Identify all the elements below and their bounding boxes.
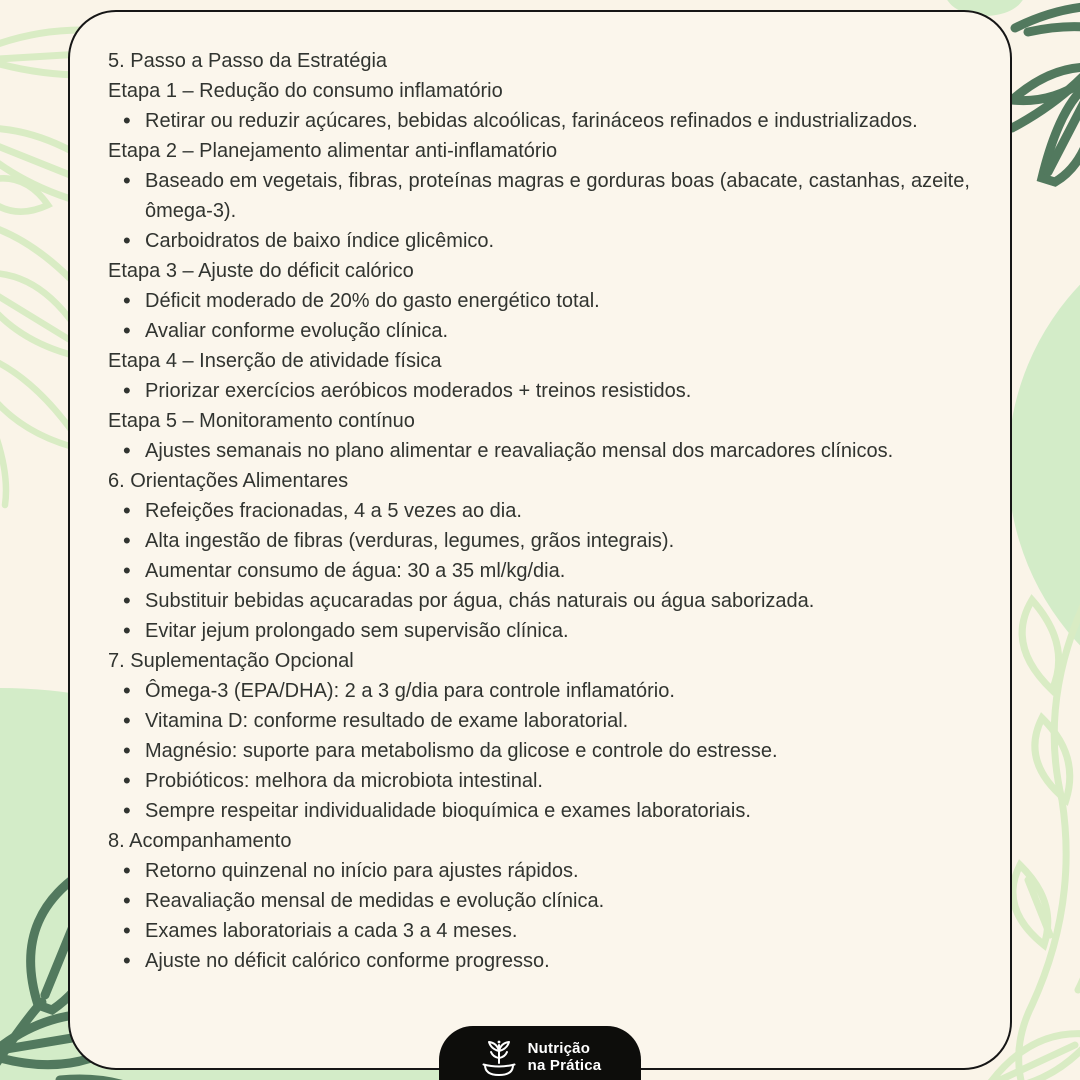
section-heading: 5. Passo a Passo da Estratégia <box>108 50 388 72</box>
section-list <box>108 376 980 406</box>
list-item: • Vitamina D: conforme resultado de exame laboratorial. <box>108 706 980 736</box>
list-item: • Aumentar consumo de água: 30 a 35 ml/kg/dia. <box>108 556 980 586</box>
section-heading: Etapa 4 – Inserção de atividade física <box>108 350 442 372</box>
document-section <box>108 76 980 136</box>
section-heading: Etapa 1 – Redução do consumo inflamatório <box>108 80 503 102</box>
section-list <box>108 496 980 646</box>
dark-leaves-top-right <box>1012 6 1080 182</box>
list-item: • Ajustes semanais no plano alimentar e reavaliação mensal dos marcadores clínicos. <box>108 436 980 466</box>
list-item: • Exames laboratoriais a cada 3 a 4 meses. <box>108 916 980 946</box>
list-item: • Magnésio: suporte para metabolismo da glicose e controle do estresse. <box>108 736 980 766</box>
brand-name-line2: na Prática <box>527 1057 602 1074</box>
list-item: • Sempre respeitar individualidade bioquímica e exames laboratoriais. <box>108 796 980 826</box>
section-heading: 6. Orientações Alimentares <box>108 470 349 492</box>
list-item: • Substituir bebidas açucaradas por água, chás naturais ou água saborizada. <box>108 586 980 616</box>
list-item: • Avaliar conforme evolução clínica. <box>108 316 980 346</box>
document-section <box>108 256 980 346</box>
document-body <box>108 46 980 976</box>
list-item: • Refeições fracionadas, 4 a 5 vezes ao dia. <box>108 496 980 526</box>
content-card <box>68 10 1012 1070</box>
list-item: • Carboidratos de baixo índice glicêmico. <box>108 226 980 256</box>
document-section <box>108 466 980 646</box>
list-item: • Alta ingestão de fibras (verduras, legumes, grãos integrais). <box>108 526 980 556</box>
section-list <box>108 286 980 346</box>
section-list <box>108 106 980 136</box>
document-section <box>108 46 980 76</box>
list-item: • Reavaliação mensal de medidas e evolução clínica. <box>108 886 980 916</box>
section-list <box>108 436 980 466</box>
document-section <box>108 406 980 466</box>
list-item: • Déficit moderado de 20% do gasto energético total. <box>108 286 980 316</box>
section-heading: Etapa 2 – Planejamento alimentar anti-inflamatório <box>108 140 558 162</box>
section-list <box>108 166 980 256</box>
brand-logo <box>439 1026 641 1080</box>
section-heading: Etapa 5 – Monitoramento contínuo <box>108 410 415 432</box>
bowl-sprout-icon <box>479 1037 519 1080</box>
list-item: • Retirar ou reduzir açúcares, bebidas alcoólicas, farináceos refinados e industrializados. <box>108 106 980 136</box>
list-item: • Retorno quinzenal no início para ajustes rápidos. <box>108 856 980 886</box>
brand-name-line1: Nutrição <box>527 1040 591 1057</box>
section-heading: 8. Acompanhamento <box>108 830 292 852</box>
section-list <box>108 676 980 826</box>
document-section <box>108 826 980 976</box>
document-section <box>108 346 980 406</box>
section-heading: 7. Suplementação Opcional <box>108 650 354 672</box>
list-item: • Probióticos: melhora da microbiota intestinal. <box>108 766 980 796</box>
brand-name <box>528 1037 602 1074</box>
document-section <box>108 136 980 256</box>
list-item: • Baseado em vegetais, fibras, proteínas magras e gorduras boas (abacate, castanhas, azeite, ômega-3). <box>108 166 980 226</box>
section-list <box>108 856 980 976</box>
list-item: • Priorizar exercícios aeróbicos moderados + treinos resistidos. <box>108 376 980 406</box>
list-item: • Evitar jejum prolongado sem supervisão clínica. <box>108 616 980 646</box>
section-heading: Etapa 3 – Ajuste do déficit calórico <box>108 260 414 282</box>
list-item: • Ômega-3 (EPA/DHA): 2 a 3 g/dia para controle inflamatório. <box>108 676 980 706</box>
list-item: • Ajuste no déficit calórico conforme progresso. <box>108 946 980 976</box>
document-section <box>108 646 980 826</box>
